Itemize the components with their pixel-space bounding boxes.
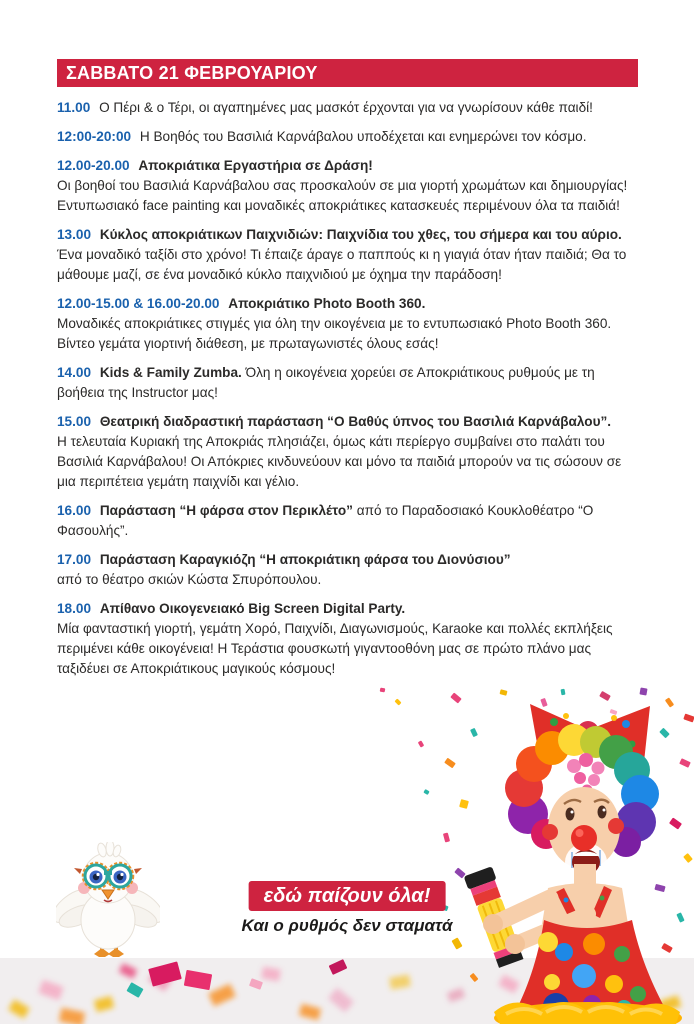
schedule-item xyxy=(57,225,638,285)
owl-mascot-image xyxy=(56,842,160,960)
schedule-item xyxy=(57,156,638,216)
schedule-item xyxy=(57,363,638,403)
event-title: Kids & Family Zumba. xyxy=(99,365,242,380)
slogan-badge xyxy=(249,881,446,911)
event-title: Κύκλος αποκριάτικων Παιχνιδιών: Παιχνίδια του χθες, του σήμερα και του αύριο. xyxy=(99,227,622,242)
event-text: από το Παραδοσιακό Κουκλοθέατρο “Ο Φασουλής”. xyxy=(57,503,594,538)
schedule-item xyxy=(57,501,638,541)
schedule-item xyxy=(57,98,638,118)
schedule-list xyxy=(57,98,638,679)
event-title: Απίθανο Οικογενειακό Big Screen Digital Party. xyxy=(99,601,406,616)
event-title: Αποκριάτικο Photo Booth 360. xyxy=(228,296,426,311)
slogan-tagline: Και ο ρυθμός δεν σταματά xyxy=(241,916,453,935)
event-time: 13.00 xyxy=(57,227,92,242)
event-time: 15.00 xyxy=(57,414,92,429)
event-text: Ο Πέρι & ο Τέρι, οι αγαπημένες μας μασκότ έρχονται για να γνωρίσουν κάθε παιδί! xyxy=(99,100,593,115)
event-time: 12.00-20.00 xyxy=(57,158,130,173)
event-text: Όλη η οικογένεια χορεύει σε Αποκριάτικους ρυθμούς με τη βοήθεια της Instructor μας! xyxy=(57,365,595,400)
event-description: Μοναδικές αποκριάτικες στιγμές για όλη την οικογένεια με το εντυπωσιακό Photo Booth 360. Βίντεο γεμάτα γιορτινή διάθεση, με πρωταγωνιστές όλους εσάς! xyxy=(57,316,612,351)
footer-artwork xyxy=(0,680,694,1024)
day-header-bar xyxy=(57,59,638,87)
event-time: 17.00 xyxy=(57,552,92,567)
schedule-item xyxy=(57,412,638,492)
event-text: Η Βοηθός του Βασιλιά Καρνάβαλου υποδέχεται και ενημερώνει τον κόσμο. xyxy=(139,129,587,144)
event-description: Ένα μοναδικό ταξίδι στο χρόνο! Τι έπαιζε άραγε ο παππούς κι η γιαγιά όταν ήταν παιδιά; Θα το μάθουμε μαζί, σε ένα μοναδικό κύκλο παιχνιδιού με όχημα την παράδοση! xyxy=(57,247,627,282)
event-description: από το θέατρο σκιών Κώστα Σπυρόπουλου. xyxy=(57,572,322,587)
schedule-item xyxy=(57,294,638,354)
event-title: Θεατρική διαδραστική παράσταση “Ο Βαθύς ύπνος του Βασιλιά Καρνάβαλου”. xyxy=(99,414,612,429)
event-time: 16.00 xyxy=(57,503,92,518)
event-time: 11.00 xyxy=(57,100,91,115)
schedule-item xyxy=(57,550,638,590)
program-page xyxy=(57,59,638,688)
event-title: Παράσταση Καραγκιόζη “Η αποκριάτικη φάρσα του Διονύσιου” xyxy=(99,552,511,567)
event-time: 12.00-15.00 & 16.00-20.00 xyxy=(57,296,220,311)
event-time: 18.00 xyxy=(57,601,92,616)
clown-girl-image xyxy=(436,692,694,1024)
event-description: Οι βοηθοί του Βασιλιά Καρνάβαλου σας προσκαλούν σε μια γιορτή χρωμάτων και δημιουργίας! Εντυπωσιακό face painting και μοναδικές αποκριάτικες κατασκευές περιμένουν όλα τα παιδιά! xyxy=(57,178,628,213)
event-description: Μία φανταστική γιορτή, γεμάτη Χορό, Παιχνίδι, Διαγωνισμούς, Karaoke και πολλές εκπλήξεις περιμένει κάθε οικογένεια! Η Τεράστια φουσκωτή γιγαντοοθόνη μας σε πρώτο πλάνο μας ταξιδέυει σε Αποκριάτικους μαγικούς κόσμους! xyxy=(57,621,613,676)
schedule-item xyxy=(57,127,638,147)
slogan-badge-label: εδώ παίζουν όλα! xyxy=(263,885,431,907)
schedule-item xyxy=(57,599,638,679)
event-description: Η τελευταία Κυριακή της Αποκριάς πλησιάζει, όμως κάτι περίεργο συμβαίνει στο παλάτι του Βασιλιά Καρνάβαλου! Οι Απόκριες κινδυνεύουν και μόνο τα παιδιά μπορούν να τις σώσουν σε μια περιπέτεια γεμάτη παιχνίδι και γέλιο. xyxy=(57,434,622,489)
page-title: ΣΑΒΒΑΤΟ 21 ΦΕΒΡΟΥΑΡΙΟΥ xyxy=(66,63,318,83)
event-time: 12:00-20:00 xyxy=(57,129,132,144)
event-time: 14.00 xyxy=(57,365,92,380)
event-title: Αποκριάτικα Εργαστήρια σε Δράση! xyxy=(138,158,373,173)
event-title: Παράσταση “Η φάρσα στον Περικλέτο” xyxy=(99,503,353,518)
